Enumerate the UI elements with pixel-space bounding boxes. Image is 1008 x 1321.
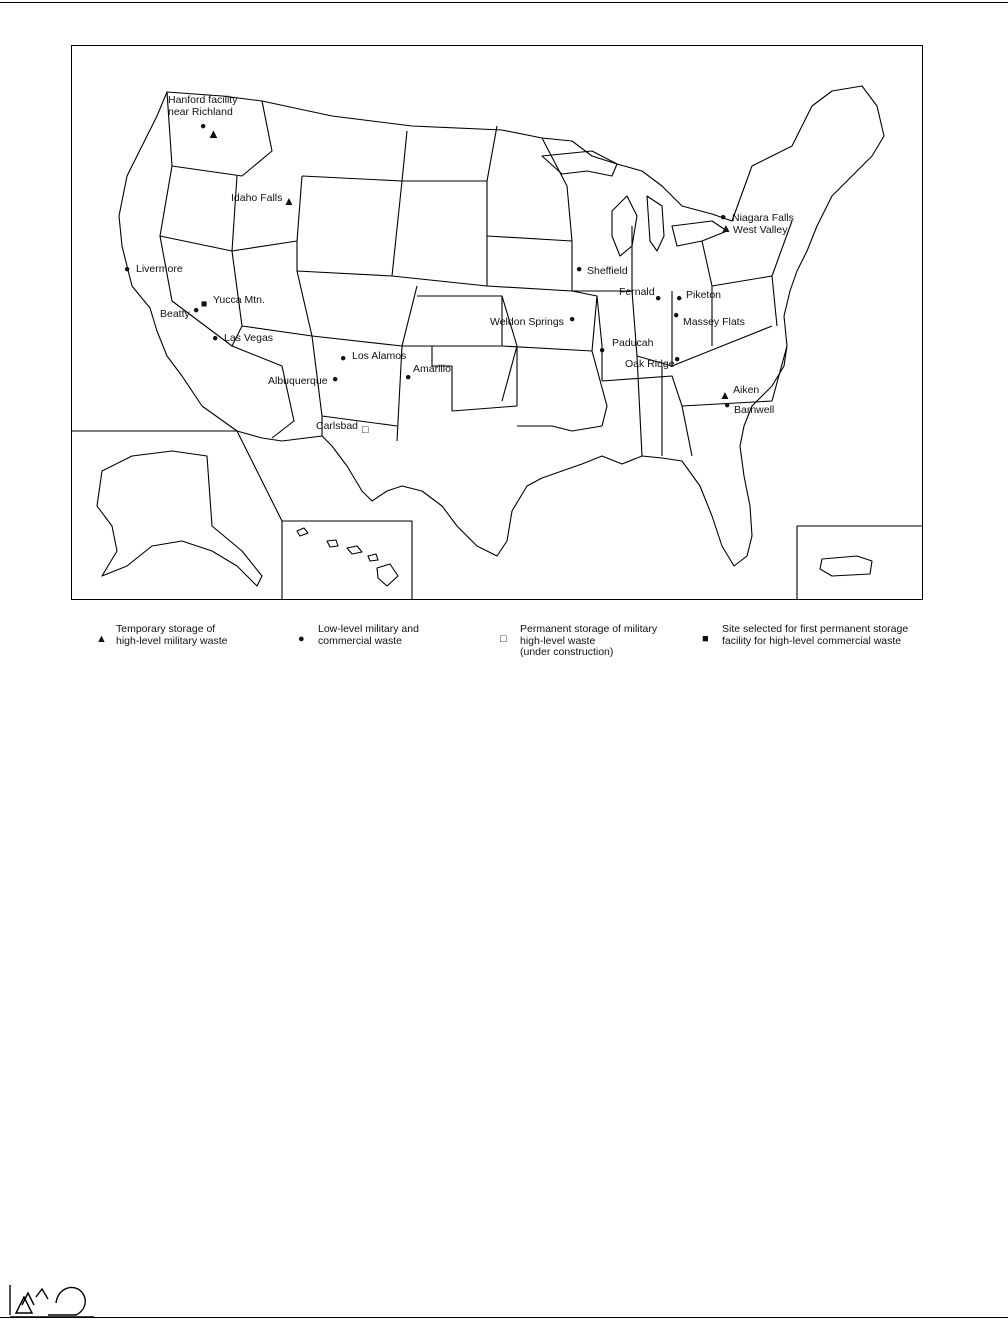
site-label-las-vegas: Las Vegas: [224, 332, 274, 344]
puerto-rico-inset-frame: [797, 526, 923, 600]
temporary-storage-triangle-icon: ▲: [719, 388, 731, 402]
top-rule: [0, 2, 1008, 3]
dot-icon: ●: [298, 633, 305, 645]
permanent-storage-square-outline-icon: □: [362, 424, 369, 436]
low-level-marker-icon: ●: [124, 263, 131, 275]
site-label-fernald: Fernald: [619, 286, 655, 298]
temporary-storage-triangle-icon: ▲: [283, 194, 295, 208]
low-level-marker-icon: ●: [405, 371, 412, 383]
site-label-sheffield: Sheffield: [587, 265, 628, 277]
filled-square-icon: ■: [702, 633, 709, 645]
low-level-marker-icon: ●: [569, 313, 576, 325]
site-label-yucca: Yucca Mtn.: [213, 294, 265, 306]
site-label-idaho-falls: Idaho Falls: [231, 192, 283, 204]
great-lakes: [542, 151, 727, 256]
low-level-marker-icon: ●: [720, 211, 727, 223]
low-level-marker-icon: ●: [676, 292, 683, 304]
site-label-niagara-falls: Niagara Falls: [732, 212, 794, 224]
site-label-west-valley: West Valley: [733, 224, 788, 236]
low-level-marker-icon: ●: [212, 332, 219, 344]
legend-text: Low-level military and commercial waste: [318, 623, 419, 647]
low-level-marker-icon: ●: [332, 373, 339, 385]
legend-text: Temporary storage of high-level military waste: [116, 623, 228, 647]
square-outline-icon: □: [500, 633, 507, 645]
puerto-rico-shape: [820, 556, 872, 576]
site-label-oak-ridge: Oak Ridge: [625, 358, 675, 370]
site-label-beatty: Beatty: [160, 308, 190, 320]
legend-text: Site selected for first permanent storage facility for high-level commercial waste: [722, 623, 909, 647]
low-level-marker-icon: ●: [599, 344, 606, 356]
temporary-storage-triangle-icon: ▲: [720, 221, 732, 235]
low-level-marker-icon: ●: [193, 304, 200, 316]
low-level-marker-icon: ●: [576, 263, 583, 275]
site-label-hanford: Hanford facility near Richland: [168, 94, 238, 118]
low-level-marker-icon: ●: [673, 309, 680, 321]
low-level-marker-icon: ●: [655, 292, 662, 304]
site-label-carlsbad: Carlsbad: [316, 420, 359, 432]
site-label-weldon-springs: Weldon Springs: [490, 316, 564, 328]
site-label-piketon: Piketon: [686, 289, 722, 301]
site-label-los-alamos: Los Alamos: [352, 350, 407, 362]
state-lines: [160, 92, 792, 456]
low-level-marker-icon: ●: [674, 353, 681, 365]
hawaii-islands: [297, 528, 398, 586]
low-level-marker-icon: ●: [724, 399, 731, 411]
site-label-aiken: Aiken: [733, 384, 760, 396]
site-label-barnwell: Barnwell: [734, 404, 775, 416]
legend-text: Permanent storage of military high-level waste (under construction): [520, 623, 658, 658]
site-label-paducah: Paducah: [612, 337, 654, 349]
hawaii-inset-frame: [282, 521, 412, 600]
alaska-shape: [97, 451, 262, 586]
site-label-livermore: Livermore: [136, 263, 183, 275]
site-label-massey-flats: Massey Flats: [683, 316, 745, 328]
low-level-marker-icon: ●: [340, 352, 347, 364]
temporary-storage-triangle-icon: ▲: [207, 126, 220, 141]
bottom-rule: [0, 1317, 1008, 1318]
site-label-albuquerque: Albuquerque: [268, 375, 328, 387]
publisher-logo-icon: [8, 1275, 98, 1319]
site-label-amarillo: Amarillo: [413, 363, 451, 375]
triangle-icon: ▲: [96, 633, 107, 645]
selected-site-square-icon: ■: [201, 298, 208, 310]
low-level-marker-icon: ●: [200, 120, 207, 132]
